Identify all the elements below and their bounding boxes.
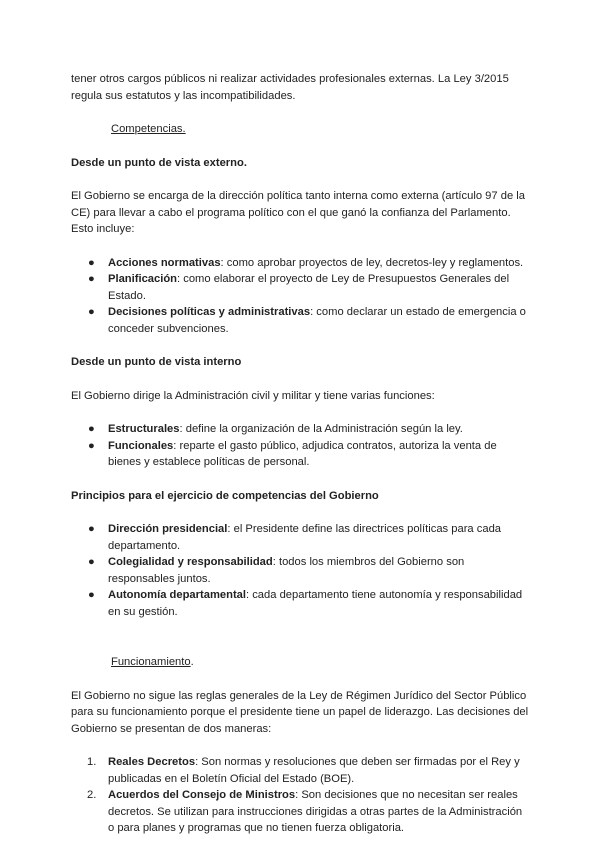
funcionamiento-title: Funcionamiento (111, 656, 191, 668)
intro-line-2: regula sus estatutos y las incompatibilidades. (71, 89, 296, 102)
interno-list (71, 421, 531, 471)
item-bold: Dirección presidencial (108, 523, 228, 535)
list-item (71, 271, 531, 304)
list-item (71, 304, 531, 337)
item-bold: Planificación (108, 273, 178, 285)
item-bold: Acuerdos del Consejo de Ministros (108, 789, 296, 801)
item-text: : el Presidente define las directrices políticas para cada departamento. (108, 523, 502, 552)
bullet-icon: ● (88, 423, 95, 435)
bullet-icon: ● (88, 589, 95, 601)
item-text: : define la organización de la Administración según la ley. (179, 423, 463, 435)
principios-list (71, 521, 531, 620)
competencias-title-suffix: . (182, 123, 186, 135)
list-number: 1. (87, 756, 97, 768)
item-bold: Funcionales (108, 439, 174, 452)
bullet-icon: ● (88, 306, 95, 318)
competencias-title: Competencias (111, 123, 183, 135)
externo-list (71, 255, 531, 338)
interno-paragraph: El Gobierno dirige la Administración civil y militar y tiene varias funciones: (71, 389, 435, 402)
externo-paragraph: El Gobierno se encarga de la dirección política tanto interna como externa (artículo 97 de la CE) para llevar a cabo el programa político con el que ganó la confianza del Parlamento. Esto incluye: (71, 190, 525, 235)
competencias-title-row (71, 121, 531, 138)
item-text: : como elaborar el proyecto de Ley de Presupuestos Generales del Estado. (108, 273, 510, 302)
list-item (71, 255, 531, 272)
funcionamiento-title-row (71, 654, 531, 671)
intro-line-1: tener otros cargos públicos ni realizar actividades profesionales externas. La Ley 3/2015 (71, 73, 509, 85)
item-bold: Reales Decretos (108, 756, 196, 768)
item-bold: Colegialidad y responsabilidad (108, 556, 273, 568)
list-item (71, 587, 531, 620)
bullet-icon: ● (88, 523, 95, 535)
bullet-icon: ● (88, 273, 95, 285)
bullet-icon: ● (88, 439, 95, 452)
item-bold: Decisiones políticas y administrativas (108, 306, 311, 318)
funcionamiento-list (71, 754, 531, 837)
funcionamiento-paragraph: El Gobierno no sigue las reglas generales de la Ley de Régimen Jurídico del Sector Público para su funcionamiento porque el presidente tiene un papel de liderazgo. Las decisiones del Gobierno se presentan de dos maneras: (71, 689, 529, 735)
item-text: : reparte el gasto público, adjudica contratos, autoriza la venta de bienes y establece políticas de personal. (108, 439, 497, 468)
list-item (71, 438, 531, 471)
item-bold: Acciones normativas (108, 256, 221, 269)
principios-heading: Principios para el ejercicio de competencias del Gobierno (71, 489, 379, 502)
item-bold: Estructurales (108, 423, 180, 435)
list-number: 2. (87, 789, 97, 801)
item-text: : cada departamento tiene autonomía y responsabilidad en su gestión. (108, 589, 523, 618)
bullet-icon: ● (88, 256, 95, 269)
list-item (71, 554, 531, 587)
item-text: : como aprobar proyectos de ley, decretos-ley y reglamentos. (220, 256, 524, 269)
item-text: : Son normas y resoluciones que deben ser firmadas por el Rey y publicadas en el Boletín Oficial del Estado (BOE). (108, 756, 520, 785)
interno-heading: Desde un punto de vista interno (71, 356, 242, 368)
bullet-icon: ● (88, 556, 95, 568)
document-page (71, 71, 531, 837)
list-item (71, 787, 531, 837)
list-item (71, 754, 531, 787)
item-text: : todos los miembros del Gobierno son responsables juntos. (108, 556, 465, 585)
list-item (71, 521, 531, 554)
item-text: : como declarar un estado de emergencia o conceder subvenciones. (108, 306, 526, 335)
funcionamiento-title-suffix: . (190, 656, 194, 668)
list-item (71, 421, 531, 438)
externo-heading: Desde un punto de vista externo. (71, 156, 247, 169)
item-text: : Son decisiones que no necesitan ser reales decretos. Se utilizan para instrucciones dirigidas a otras partes de la Administración o para planes y programas que no tienen fuerza obligatoria. (108, 789, 523, 834)
item-bold: Autonomía departamental (108, 589, 246, 601)
